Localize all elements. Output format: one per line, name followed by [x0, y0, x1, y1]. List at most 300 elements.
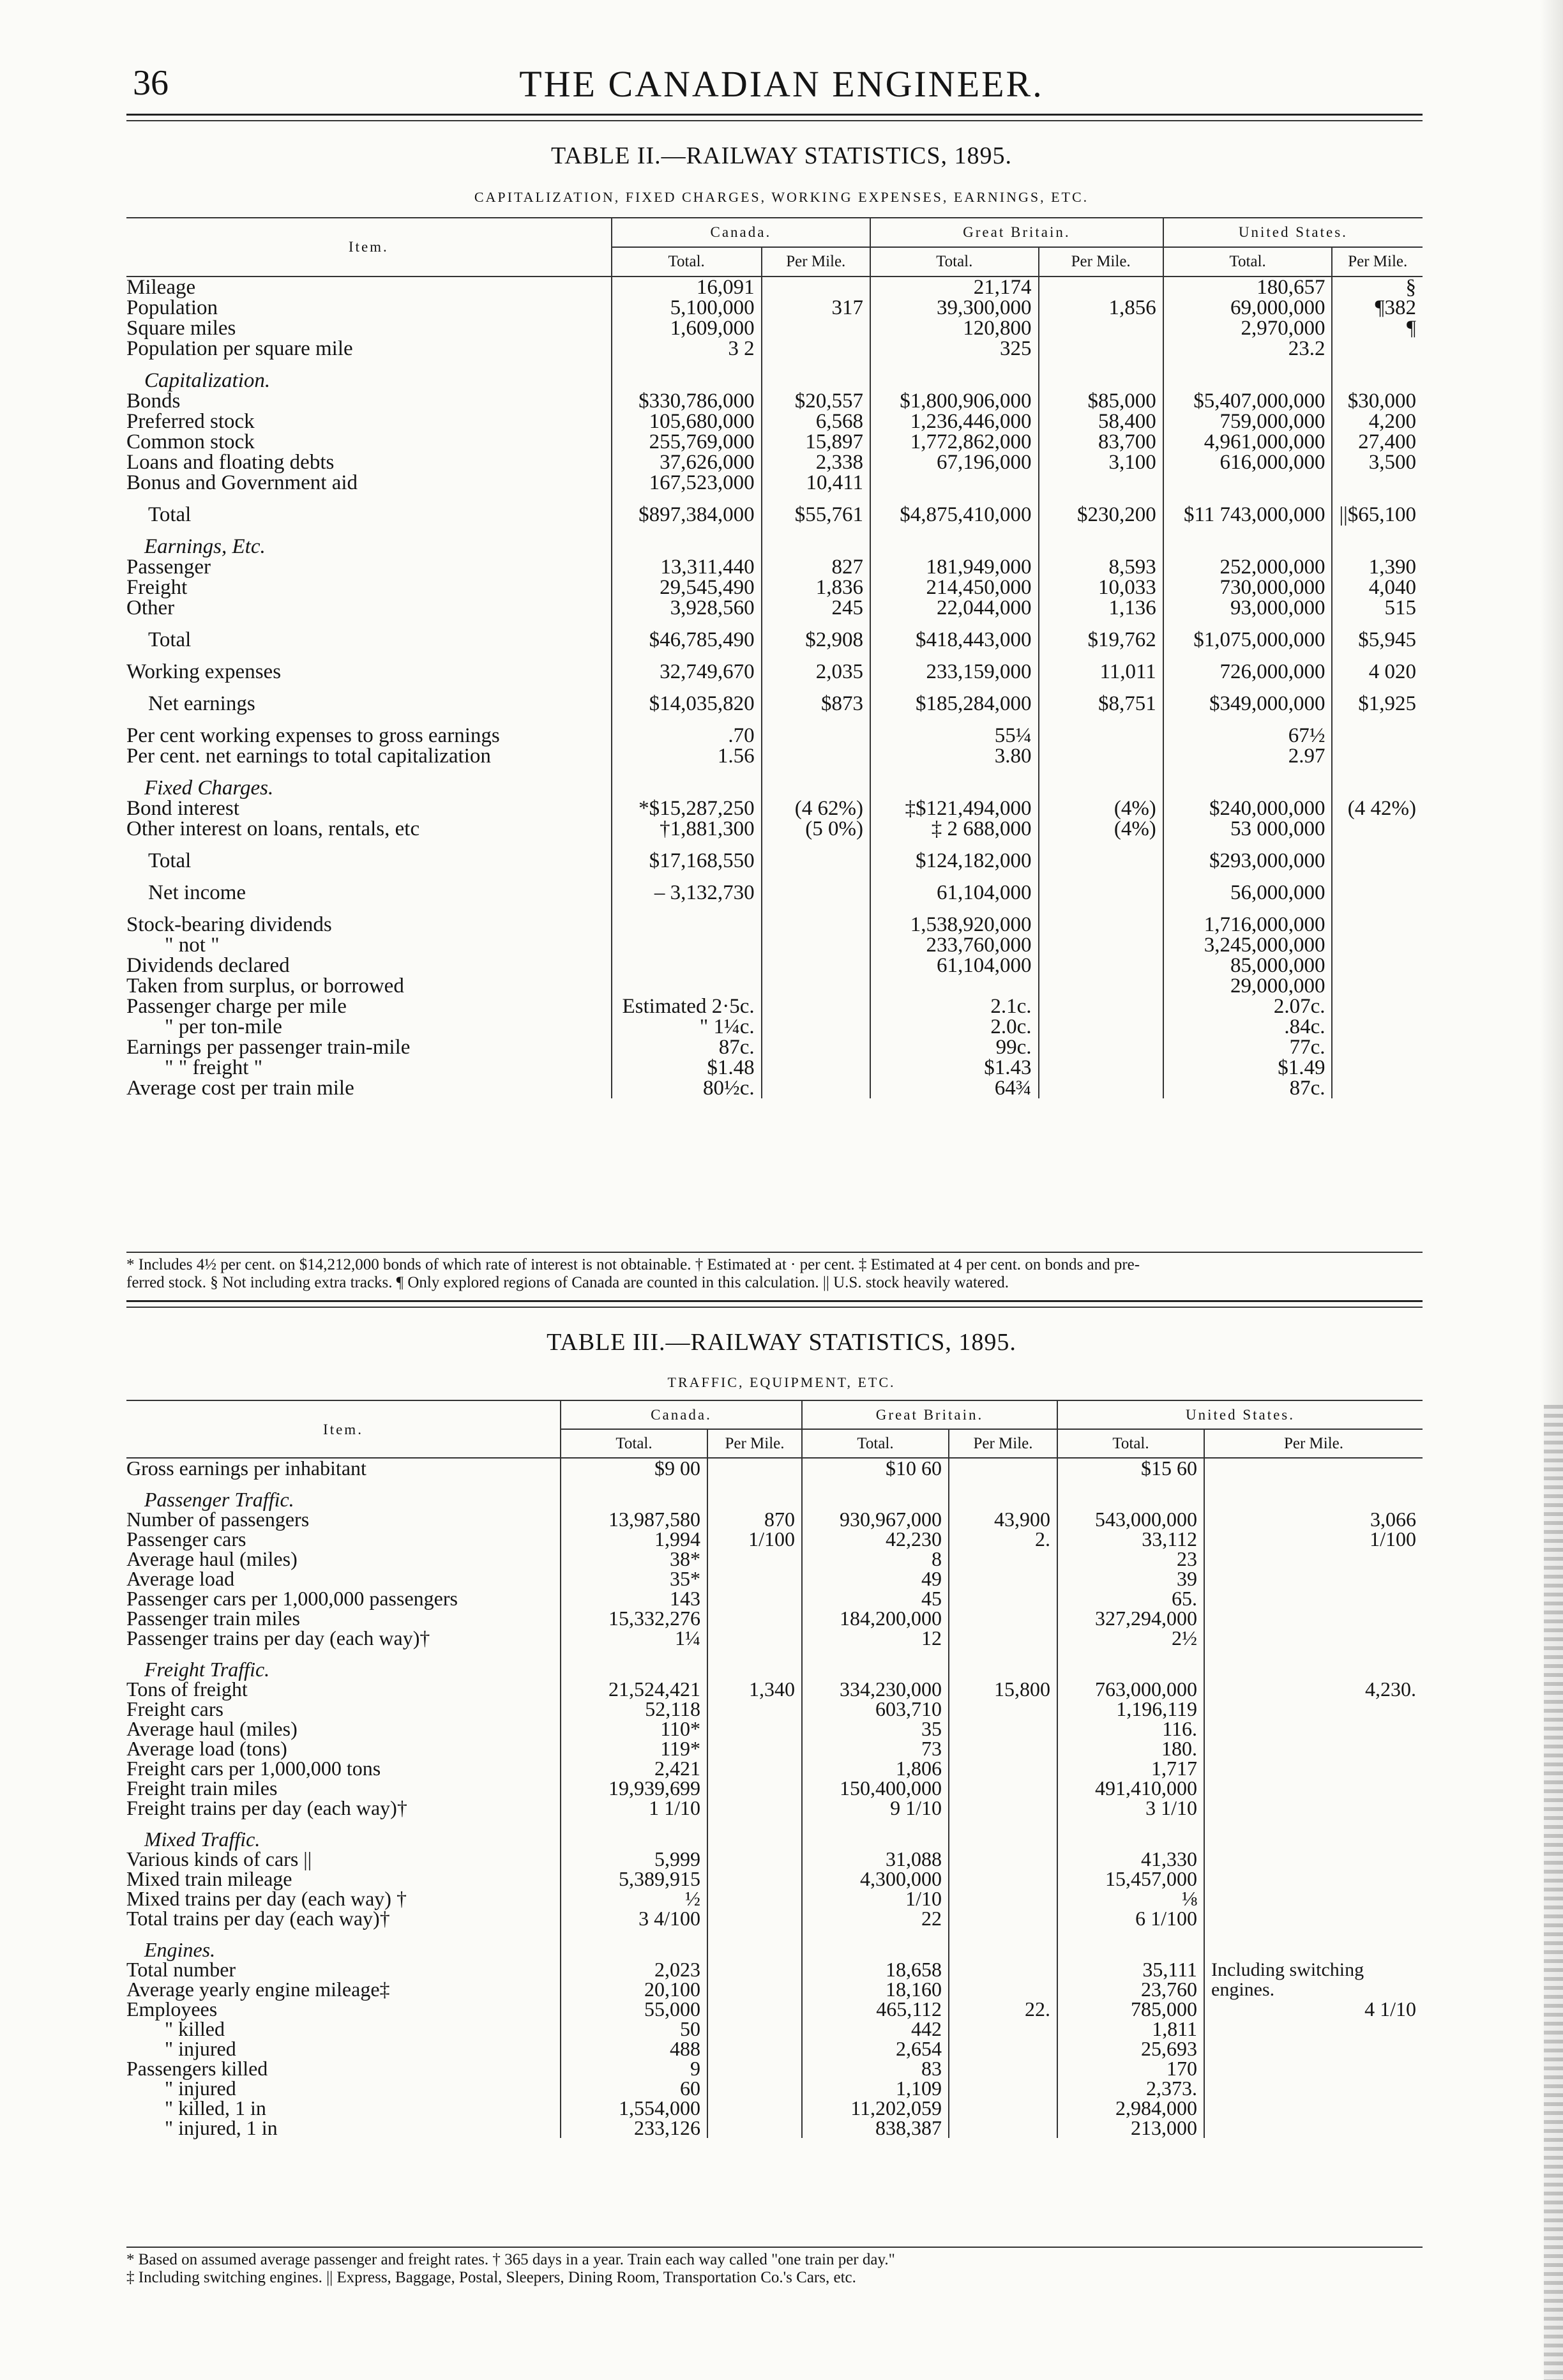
per-mile-cell [1204, 1458, 1423, 1478]
table2-row [126, 298, 1423, 318]
per-mile-cell: 2. [949, 1529, 1057, 1549]
total-cell: 2,654 [802, 2039, 949, 2059]
per-mile-cell [707, 1869, 802, 1889]
total-cell: 2,984,000 [1057, 2098, 1204, 2118]
per-mile-cell: $873 [762, 682, 870, 714]
total-cell: 80½c. [612, 1078, 762, 1098]
total-cell: $17,168,550 [612, 839, 762, 871]
separator-rule-2 [126, 1307, 1423, 1308]
per-mile-cell: 22. [949, 1999, 1057, 2019]
row-label: Taken from surplus, or borrowed [126, 974, 404, 997]
per-mile-cell [949, 2098, 1057, 2118]
row-label: Freight cars per 1,000,000 tons [126, 1757, 381, 1780]
table3-row [126, 1739, 1423, 1759]
empty-cell [762, 525, 870, 557]
total-cell: 35 [802, 1719, 949, 1739]
row-label: Total [148, 628, 192, 651]
section-label: Freight Traffic. [144, 1658, 270, 1681]
table3-section-heading [126, 1648, 1423, 1679]
empty-cell [870, 766, 1039, 798]
row-label: Various kinds of cars || [126, 1847, 312, 1870]
total-cell: 3 4/100 [561, 1909, 707, 1929]
empty-cell [1204, 1818, 1423, 1849]
per-mile-cell [1039, 1017, 1163, 1037]
table2-row [126, 714, 1423, 746]
per-mile-cell: 10,033 [1039, 577, 1163, 598]
per-mile-cell [1204, 1569, 1423, 1589]
total-cell: 105,680,000 [612, 411, 762, 432]
table2-subheader-per-mile: Per Mile. [762, 247, 870, 277]
empty-cell [949, 1478, 1057, 1510]
table3-row [126, 2019, 1423, 2039]
total-cell: 255,769,000 [612, 432, 762, 452]
total-cell: 180,657 [1163, 277, 1333, 298]
per-mile-cell [1332, 338, 1423, 359]
total-cell: 32,749,670 [612, 650, 762, 682]
table2-subheader-total: Total. [1163, 247, 1333, 277]
total-cell [612, 976, 762, 996]
total-cell: 9 [561, 2059, 707, 2079]
total-cell: 56,000,000 [1163, 871, 1333, 903]
per-mile-cell [762, 903, 870, 935]
total-cell: 2.1c. [870, 996, 1039, 1017]
total-cell: 55,000 [561, 1999, 707, 2019]
total-cell: 603,710 [802, 1699, 949, 1719]
total-cell: 23 [1057, 1549, 1204, 1569]
total-cell: 13,311,440 [612, 557, 762, 577]
per-mile-cell [1204, 1889, 1423, 1909]
total-cell: 11,202,059 [802, 2098, 949, 2118]
table2-row [126, 935, 1423, 955]
table3-section-heading [126, 1818, 1423, 1849]
per-mile-cell: 1,340 [707, 1679, 802, 1699]
table3-section-heading [126, 1478, 1423, 1510]
section-label: Passenger Traffic. [144, 1488, 294, 1511]
table3-row [126, 1869, 1423, 1889]
empty-cell [762, 359, 870, 391]
per-mile-cell: § [1332, 277, 1423, 298]
total-cell: ‡$121,494,000 [870, 798, 1039, 819]
total-cell: *$15,287,250 [612, 798, 762, 819]
row-label: Square miles [126, 317, 236, 340]
per-mile-cell [762, 871, 870, 903]
total-cell: 1,772,862,000 [870, 432, 1039, 452]
per-mile-cell [762, 318, 870, 338]
table3-row [126, 1458, 1423, 1478]
table2-row [126, 955, 1423, 976]
section-label: Earnings, Etc. [144, 535, 266, 558]
total-cell: 73 [802, 1739, 949, 1759]
table3-row [126, 1798, 1423, 1818]
total-cell: 29,000,000 [1163, 976, 1333, 996]
per-mile-cell [707, 1909, 802, 1929]
per-mile-cell [1332, 839, 1423, 871]
per-mile-cell [949, 1798, 1057, 1818]
table3-row [126, 1889, 1423, 1909]
per-mile-cell [949, 1889, 1057, 1909]
total-cell: 18,658 [802, 1960, 949, 1980]
total-cell: 60 [561, 2079, 707, 2098]
per-mile-cell [1039, 839, 1163, 871]
total-cell: $124,182,000 [870, 839, 1039, 871]
per-mile-cell [707, 1719, 802, 1739]
table3-row [126, 1759, 1423, 1778]
row-label: Bonus and Government aid [126, 471, 358, 494]
table2-header-canada: Canada. [612, 218, 870, 247]
empty-cell [949, 1818, 1057, 1849]
row-label: Population per square mile [126, 337, 353, 360]
table3-row [126, 1529, 1423, 1549]
per-mile-cell [1204, 2019, 1423, 2039]
per-mile-cell: ¶382 [1332, 298, 1423, 318]
empty-cell [1039, 359, 1163, 391]
table2-row [126, 819, 1423, 839]
empty-cell [612, 525, 762, 557]
per-mile-cell [1332, 473, 1423, 493]
row-label: Total [148, 503, 192, 526]
total-cell: 930,967,000 [802, 1510, 949, 1529]
total-cell: 3,245,000,000 [1163, 935, 1333, 955]
per-mile-cell [762, 277, 870, 298]
total-cell: 334,230,000 [802, 1679, 949, 1699]
per-mile-cell [949, 1458, 1057, 1478]
total-cell: 77c. [1163, 1037, 1333, 1057]
per-mile-cell: 2,338 [762, 452, 870, 473]
table3-header-great-britain: Great Britain. [802, 1400, 1057, 1429]
per-mile-cell [707, 1999, 802, 2019]
total-cell: ⅛ [1057, 1889, 1204, 1909]
row-label: Average load [126, 1567, 235, 1590]
per-mile-cell: $1,925 [1332, 682, 1423, 714]
table2-row [126, 557, 1423, 577]
total-cell: 1,994 [561, 1529, 707, 1549]
empty-cell [802, 1929, 949, 1960]
per-mile-cell [1204, 2059, 1423, 2079]
total-cell: 1,109 [802, 2079, 949, 2098]
table3-section-heading [126, 1929, 1423, 1960]
total-cell: 18,160 [802, 1980, 949, 1999]
table2-row [126, 618, 1423, 650]
total-cell: 252,000,000 [1163, 557, 1333, 577]
per-mile-cell [707, 2098, 802, 2118]
per-mile-cell [762, 935, 870, 955]
table2-header-item: Item. [126, 218, 612, 277]
row-label: Passenger [126, 556, 211, 579]
table2-section-heading [126, 766, 1423, 798]
per-mile-cell [949, 1609, 1057, 1628]
per-mile-cell: (4%) [1039, 819, 1163, 839]
empty-cell [1332, 766, 1423, 798]
per-mile-cell [949, 2118, 1057, 2138]
total-cell [612, 955, 762, 976]
per-mile-cell [762, 839, 870, 871]
empty-cell [561, 1929, 707, 1960]
total-cell: 116. [1057, 1719, 1204, 1739]
per-mile-cell: $19,762 [1039, 618, 1163, 650]
row-label: " killed [165, 2017, 225, 2040]
per-mile-cell: 1,136 [1039, 598, 1163, 618]
total-cell: 2,023 [561, 1960, 707, 1980]
row-label: Loans and floating debts [126, 451, 335, 474]
total-cell: 1,236,446,000 [870, 411, 1039, 432]
row-label: Passenger cars [126, 1527, 246, 1550]
header-rule-2 [126, 120, 1423, 121]
per-mile-cell: 317 [762, 298, 870, 318]
per-mile-cell [707, 1549, 802, 1569]
total-cell: $1.43 [870, 1057, 1039, 1078]
per-mile-cell [949, 1589, 1057, 1609]
per-mile-cell [949, 1759, 1057, 1778]
per-mile-cell [1204, 1609, 1423, 1628]
per-mile-cell: 1/100 [1204, 1529, 1423, 1549]
total-cell: 31,088 [802, 1849, 949, 1869]
per-mile-cell [1039, 903, 1163, 935]
total-cell: $1,075,000,000 [1163, 618, 1333, 650]
table3-row [126, 1609, 1423, 1628]
per-mile-cell [1204, 2098, 1423, 2118]
per-mile-cell: 4,040 [1332, 577, 1423, 598]
per-mile-cell [707, 1960, 802, 1980]
total-cell: 38* [561, 1549, 707, 1569]
total-cell: 33,112 [1057, 1529, 1204, 1549]
per-mile-cell [1039, 338, 1163, 359]
total-cell: 67,196,000 [870, 452, 1039, 473]
empty-cell [707, 1648, 802, 1679]
empty-cell [1057, 1648, 1204, 1679]
table3-subtitle: TRAFFIC, EQUIPMENT, ETC. [667, 1374, 896, 1390]
total-cell: $15 60 [1057, 1458, 1204, 1478]
empty-cell [802, 1648, 949, 1679]
total-cell: 3 2 [612, 338, 762, 359]
table3-subheader-per-mile: Per Mile. [949, 1429, 1057, 1458]
per-mile-cell: $230,200 [1039, 493, 1163, 525]
empty-cell [802, 1478, 949, 1510]
table2-row [126, 1078, 1423, 1098]
per-mile-cell [1332, 714, 1423, 746]
per-mile-cell: Including switching [1204, 1960, 1423, 1980]
per-mile-cell [1204, 2079, 1423, 2098]
total-cell: 213,000 [1057, 2118, 1204, 2138]
per-mile-cell [949, 1778, 1057, 1798]
total-cell: 87c. [612, 1037, 762, 1057]
table2-row [126, 1057, 1423, 1078]
per-mile-cell [949, 1739, 1057, 1759]
per-mile-cell [1332, 1057, 1423, 1078]
total-cell: 2.07c. [1163, 996, 1333, 1017]
total-cell: 87c. [1163, 1078, 1333, 1098]
total-cell: 233,126 [561, 2118, 707, 2138]
row-label: Common stock [126, 430, 255, 453]
total-cell: 19,939,699 [561, 1778, 707, 1798]
total-cell: 93,000,000 [1163, 598, 1333, 618]
total-cell: 1/10 [802, 1889, 949, 1909]
per-mile-cell [949, 1960, 1057, 1980]
per-mile-cell: 15,800 [949, 1679, 1057, 1699]
per-mile-cell [1204, 2039, 1423, 2059]
table2-row [126, 798, 1423, 819]
total-cell: 22,044,000 [870, 598, 1039, 618]
total-cell: 180. [1057, 1739, 1204, 1759]
total-cell: 491,410,000 [1057, 1778, 1204, 1798]
total-cell: 325 [870, 338, 1039, 359]
per-mile-cell [1332, 996, 1423, 1017]
total-cell: 167,523,000 [612, 473, 762, 493]
per-mile-cell: 3,500 [1332, 452, 1423, 473]
per-mile-cell [1332, 976, 1423, 996]
per-mile-cell [1204, 1549, 1423, 1569]
total-cell: 15,457,000 [1057, 1869, 1204, 1889]
total-cell: $4,875,410,000 [870, 493, 1039, 525]
journal-title: THE CANADIAN ENGINEER. [519, 63, 1044, 105]
per-mile-cell: 3,066 [1204, 1510, 1423, 1529]
row-label: Net income [148, 881, 246, 904]
row-label: " killed, 1 in [165, 2096, 266, 2119]
total-cell: 2½ [1057, 1628, 1204, 1648]
table2-row [126, 318, 1423, 338]
table2-row [126, 277, 1423, 298]
table2-row [126, 411, 1423, 432]
total-cell: 233,760,000 [870, 935, 1039, 955]
per-mile-cell: (5 0%) [762, 819, 870, 839]
per-mile-cell [949, 2039, 1057, 2059]
table2-row [126, 452, 1423, 473]
per-mile-cell [1039, 746, 1163, 766]
per-mile-cell [1039, 1078, 1163, 1098]
total-cell: 1,196,119 [1057, 1699, 1204, 1719]
row-label: Dividends declared [126, 954, 290, 977]
per-mile-cell [1332, 819, 1423, 839]
per-mile-cell: engines. [1204, 1980, 1423, 1999]
row-label: Passenger trains per day (each way)† [126, 1626, 430, 1649]
table2-subheader-total: Total. [870, 247, 1039, 277]
total-cell: ‡ 2 688,000 [870, 819, 1039, 839]
total-cell: 42,230 [802, 1529, 949, 1549]
per-mile-cell [707, 1609, 802, 1628]
row-label: " injured [165, 2077, 236, 2100]
row-label: Average cost per train mile [126, 1077, 354, 1100]
table2-row [126, 871, 1423, 903]
per-mile-cell [707, 1458, 802, 1478]
total-cell: 61,104,000 [870, 871, 1039, 903]
total-cell [870, 976, 1039, 996]
per-mile-cell: 6,568 [762, 411, 870, 432]
separator-rule [126, 1300, 1423, 1302]
per-mile-cell: 1,836 [762, 577, 870, 598]
table3-bottom-rule [126, 2247, 1423, 2248]
table2-footnote-2: ferred stock. § Not including extra tracks. ¶ Only explored regions of Canada are counted in this calculation. || U.S. stock heavily watered. [126, 1274, 1009, 1291]
table3-row [126, 1510, 1423, 1529]
total-cell: 143 [561, 1589, 707, 1609]
table3-row [126, 1980, 1423, 1999]
table2-footnote-1: * Includes 4½ per cent. on $14,212,000 bonds of which rate of interest is not obtainable. † Estimated at · per cent. ‡ Estimated at 4 per cent. on bonds and pre- [126, 1256, 1140, 1273]
per-mile-cell [1039, 871, 1163, 903]
total-cell: $11 743,000,000 [1163, 493, 1333, 525]
total-cell: 543,000,000 [1057, 1510, 1204, 1529]
table2-row [126, 746, 1423, 766]
table3-subheader-per-mile: Per Mile. [707, 1429, 802, 1458]
header-rule [126, 114, 1423, 116]
total-cell: $330,786,000 [612, 391, 762, 411]
per-mile-cell [949, 2059, 1057, 2079]
total-cell [612, 903, 762, 935]
per-mile-cell [762, 1037, 870, 1057]
total-cell: ½ [561, 1889, 707, 1909]
total-cell: $5,407,000,000 [1163, 391, 1333, 411]
per-mile-cell [1204, 1869, 1423, 1889]
per-mile-cell [707, 2079, 802, 2098]
row-label: Average haul (miles) [126, 1717, 298, 1740]
per-mile-cell: $30,000 [1332, 391, 1423, 411]
total-cell: 110* [561, 1719, 707, 1739]
table3-subheader-total: Total. [802, 1429, 949, 1458]
row-label: Bond interest [126, 797, 239, 820]
total-cell: 327,294,000 [1057, 1609, 1204, 1628]
total-cell: 64¾ [870, 1078, 1039, 1098]
row-label: Population [126, 296, 218, 319]
per-mile-cell [949, 1569, 1057, 1589]
per-mile-cell [1204, 1699, 1423, 1719]
total-cell: 2,421 [561, 1759, 707, 1778]
per-mile-cell [1039, 1057, 1163, 1078]
per-mile-cell [1204, 1739, 1423, 1759]
total-cell: – 3,132,730 [612, 871, 762, 903]
empty-cell [561, 1818, 707, 1849]
total-cell: 120,800 [870, 318, 1039, 338]
per-mile-cell [762, 714, 870, 746]
empty-cell [561, 1648, 707, 1679]
total-cell: 1,811 [1057, 2019, 1204, 2039]
total-cell: 21,174 [870, 277, 1039, 298]
per-mile-cell: 4 020 [1332, 650, 1423, 682]
per-mile-cell [949, 1549, 1057, 1569]
total-cell: 65. [1057, 1589, 1204, 1609]
per-mile-cell [707, 2019, 802, 2039]
empty-cell [1057, 1478, 1204, 1510]
total-cell: 39 [1057, 1569, 1204, 1589]
table2-row [126, 650, 1423, 682]
per-mile-cell [949, 1869, 1057, 1889]
row-label: Passenger cars per 1,000,000 passengers [126, 1587, 458, 1610]
total-cell [612, 935, 762, 955]
per-mile-cell [1204, 1909, 1423, 1929]
total-cell: 85,000,000 [1163, 955, 1333, 976]
table2-row [126, 996, 1423, 1017]
total-cell: 838,387 [802, 2118, 949, 2138]
section-label: Mixed Traffic. [144, 1828, 260, 1851]
table3-row [126, 1999, 1423, 2019]
row-label: Gross earnings per inhabitant [126, 1457, 366, 1480]
total-cell: 15,332,276 [561, 1609, 707, 1628]
per-mile-cell [1332, 1037, 1423, 1057]
total-cell: 1,609,000 [612, 318, 762, 338]
total-cell: 4,300,000 [802, 1869, 949, 1889]
total-cell: 2.97 [1163, 746, 1333, 766]
row-label: Total [148, 849, 192, 872]
table3-row [126, 1569, 1423, 1589]
per-mile-cell: (4%) [1039, 798, 1163, 819]
row-label: Earnings per passenger train-mile [126, 1036, 411, 1059]
row-label: Tons of freight [126, 1678, 248, 1701]
total-cell: 1.56 [612, 746, 762, 766]
per-mile-cell [707, 1739, 802, 1759]
empty-cell [1332, 525, 1423, 557]
per-mile-cell: $8,751 [1039, 682, 1163, 714]
total-cell: 2,970,000 [1163, 318, 1333, 338]
total-cell: $897,384,000 [612, 493, 762, 525]
empty-cell [707, 1818, 802, 1849]
per-mile-cell [949, 1849, 1057, 1869]
total-cell: 22 [802, 1909, 949, 1929]
